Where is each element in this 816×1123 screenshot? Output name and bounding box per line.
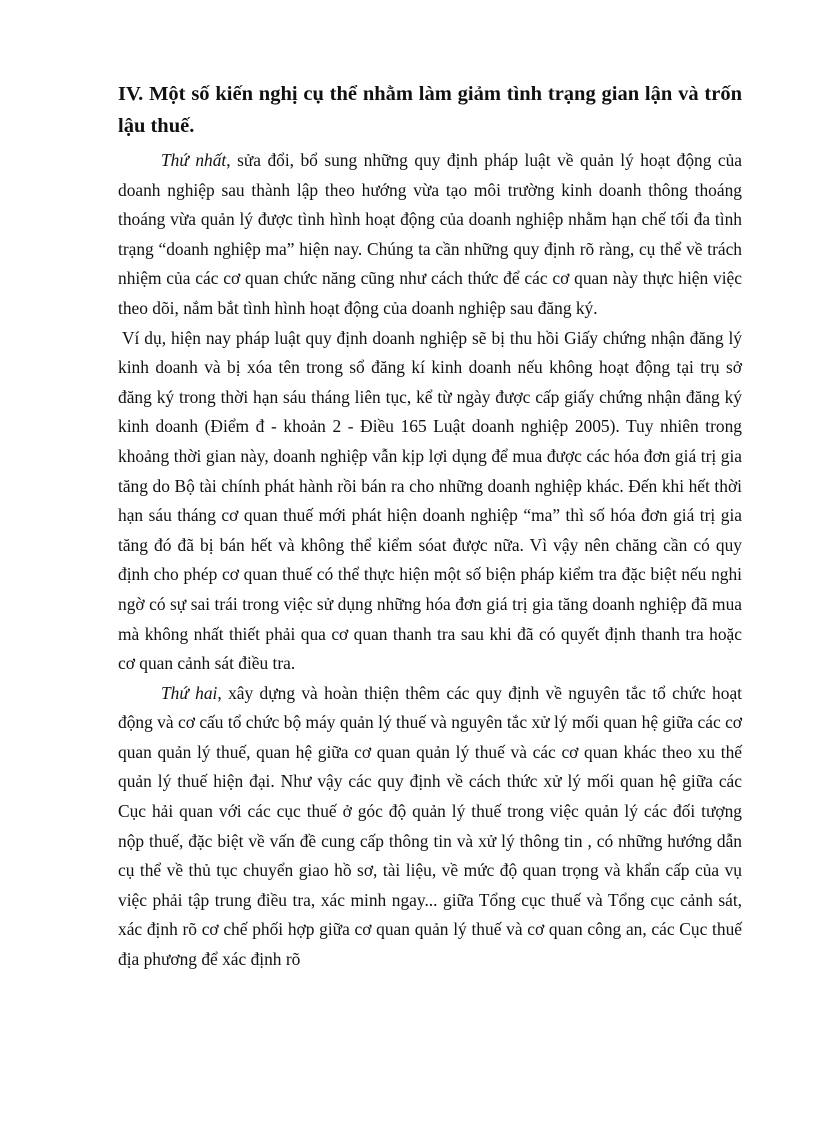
- paragraph-example: Ví dụ, hiện nay pháp luật quy định doanh nghiệp sẽ bị thu hồi Giấy chứng nhận đăng lý kinh doanh và bị xóa tên trong sổ đăng kí kinh doanh nếu không hoạt động tại trụ sở đăng ký trong thời hạn sáu tháng liên tục, kể từ ngày được cấp giấy chứng nhận đăng ký kinh doanh (Điểm đ - khoản 2 - Điều 165 Luật doanh nghiệp 2005). Tuy nhiên trong khoảng thời gian này, doanh nghiệp vẫn kịp lợi dụng để mua được các hóa đơn giá trị gia tăng do Bộ tài chính phát hành rồi bán ra cho những doanh nghiệp khác. Đến khi hết thời hạn sáu tháng cơ quan thuế mới phát hiện doanh nghiệp “ma” thì số hóa đơn giá trị gia tăng đó đã bị bán hết và không thể kiểm sóat được nữa. Vì vậy nên chăng cần có quy định cho phép cơ quan thuế có thể thực hiện một số biện pháp kiểm tra đặc biệt nếu nghi ngờ có sự sai trái trong việc sử dụng những hóa đơn giá trị gia tăng doanh nghiệp đã mua mà không nhất thiết phải qua cơ quan thanh tra sau khi đã có quyết định thanh tra hoặc cơ quan cảnh sát điều tra.: [118, 327, 742, 674]
- paragraph-body-first: , sửa đổi, bổ sung những quy định pháp luật về quản lý hoạt động của doanh nghiệp sau thành lập theo hướng vừa tạo môi trường kinh doanh thông thoáng thoáng vừa quản lý được tình hình hoạt động của doanh nghiệp nhằm hạn chế tối đa tình trạng “doanh nghiệp ma” hiện nay. Chúng ta cần những quy định rõ ràng, cụ thể về trách nhiệm của các cơ quan chức năng cũng như cách thức để các cơ quan này thực hiện việc theo dõi, nắm bắt tình hình hoạt động của doanh nghiệp sau đăng ký.: [118, 150, 743, 318]
- paragraph-lead-second: Thứ hai: [161, 682, 218, 703]
- paragraph-body-second: , xây dựng và hoàn thiện thêm các quy định về nguyên tắc tổ chức hoạt động và cơ cấu tổ chức bộ máy quản lý thuế và nguyên tắc xử lý mối quan hệ giữa các cơ quan quản lý thuế, quan hệ giữa cơ quan quản lý thuế và các cơ quan khác theo xu thế quản lý thuế hiện đại. Như vậy các quy định về cách thức xử lý mối quan hệ giữa các Cục hải quan với các cục thuế ở góc độ quản lý thuế trong việc quản lý các đối tượng nộp thuế, đặc biệt về vấn đề cung cấp thông tin và xử lý thông tin , có những hướng dẫn cụ thể về thủ tục chuyển giao hồ sơ, tài liệu, về mức độ quan trọng và khẩn cấp của vụ việc phải tập trung điều tra, xác minh ngay... giữa Tổng cục thuế và Tổng cục cảnh sát, xác định rõ cơ chế phối hợp giữa cơ quan quản lý thuế và cơ quan công an, các Cục thuế địa phương để xác định rõ: [118, 682, 742, 970]
- section-heading: IV. Một số kiến nghị cụ thể nhằm làm giảm tình trạng gian lận và trốn lậu thuế.: [118, 83, 742, 137]
- document-page: [118, 78, 742, 975]
- paragraph-first-recommendation: [118, 146, 742, 324]
- paragraph-lead-first: Thứ nhất: [161, 150, 227, 170]
- paragraph-second-recommendation: [118, 679, 742, 975]
